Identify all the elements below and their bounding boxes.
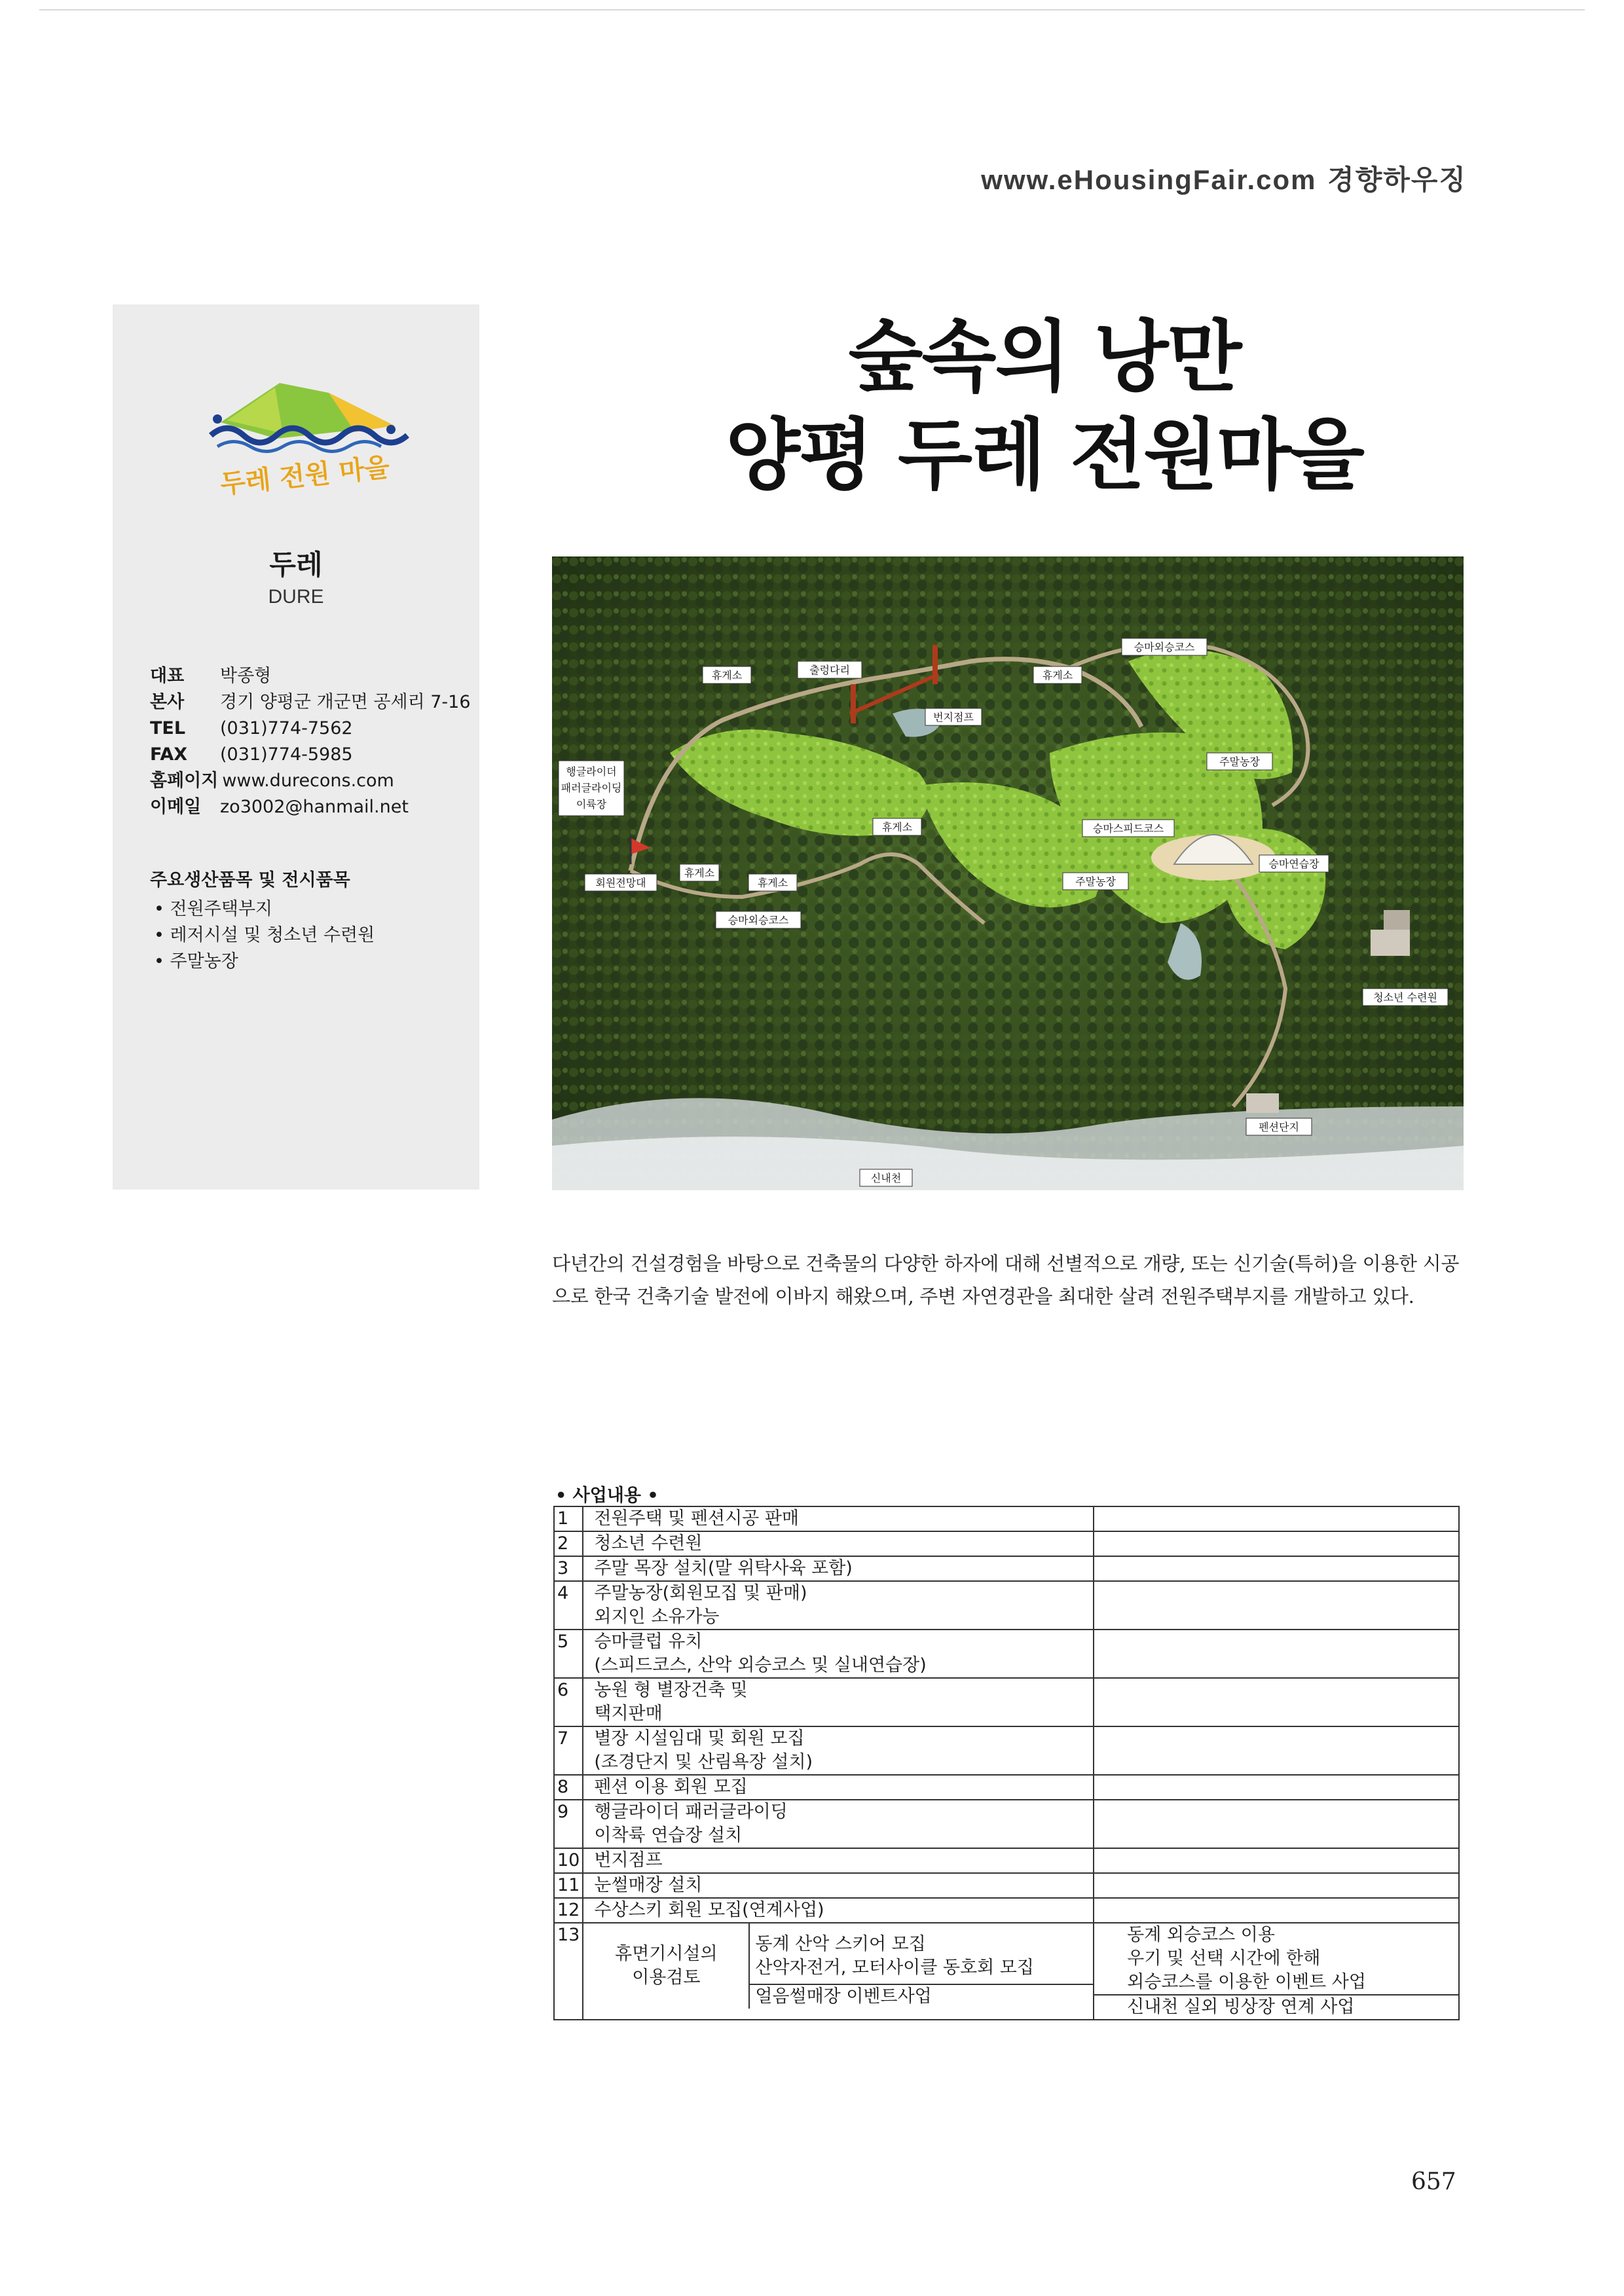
row-number: 1 [554, 1506, 583, 1531]
title-line-1: 숲속의 낭만 [848, 312, 1241, 402]
svg-text:주말농장: 주말농장 [1075, 875, 1116, 888]
info-row-ceo [150, 663, 471, 689]
row-text: 번지점프 [583, 1848, 1094, 1873]
map-label [703, 666, 751, 683]
row-empty [1094, 1898, 1459, 1923]
map-label [1259, 855, 1329, 872]
info-label: TEL [150, 718, 186, 738]
info-row-homepage [150, 768, 471, 794]
map-label [1122, 638, 1207, 655]
row-text: 청소년 수련원 [583, 1531, 1094, 1556]
map-label [925, 708, 982, 725]
map-label [798, 661, 862, 678]
row13-label: 휴면기시설의 이용검토 [583, 1923, 749, 2009]
svg-text:신내천: 신내천 [870, 1172, 902, 1184]
email-link[interactable]: zo3002@hanmail.net [220, 797, 409, 817]
svg-text:휴게소: 휴게소 [881, 821, 913, 833]
svg-text:출렁다리: 출렁다리 [809, 664, 850, 676]
map-label [860, 1169, 912, 1186]
info-row-fax [150, 742, 471, 768]
row-empty [1094, 1873, 1459, 1898]
table-row [554, 1873, 1459, 1898]
row-text: 펜션 이용 회원 모집 [583, 1775, 1094, 1800]
row-text: 눈썰매장 설치 [583, 1873, 1094, 1898]
village-map [552, 556, 1464, 1190]
table-row [554, 1775, 1459, 1800]
row-text: 행글라이더 패러글라이딩 이착륙 연습장 설치 [583, 1800, 1094, 1848]
table-row [554, 1630, 1459, 1678]
table-row [554, 1506, 1459, 1531]
svg-text:휴게소: 휴게소 [1042, 669, 1073, 682]
info-value: 경기 양평군 개군면 공세리 7-16 [220, 692, 471, 712]
table-row [554, 1531, 1459, 1556]
info-label: 대표 [150, 666, 185, 686]
row-number: 12 [554, 1898, 583, 1923]
top-rule [39, 9, 1585, 10]
svg-text:승마스피드코스: 승마스피드코스 [1092, 822, 1164, 835]
table-row [554, 1800, 1459, 1848]
map-label [716, 911, 801, 928]
row-text: 수상스키 회원 모집(연계사업) [583, 1898, 1094, 1923]
business-table [553, 1506, 1460, 2020]
svg-text:패러글라이딩: 패러글라이딩 [561, 782, 622, 794]
svg-text:휴게소: 휴게소 [684, 867, 715, 879]
product-item: • 레저시설 및 청소년 수련원 [154, 925, 375, 945]
row-empty [1094, 1556, 1459, 1581]
row-empty [1094, 1581, 1459, 1630]
map-label [1063, 873, 1128, 890]
info-row-tel [150, 716, 471, 742]
company-info [150, 663, 471, 820]
title-line-2: 양평 두레 전원마을 [725, 410, 1364, 500]
publisher-name: 경향하우징 [1327, 164, 1467, 196]
map-label [1246, 1118, 1312, 1135]
table-row [554, 1581, 1459, 1630]
article-title [629, 308, 1460, 504]
svg-text:이륙장: 이륙장 [576, 798, 607, 811]
map-illustration [552, 556, 1464, 1190]
table-row [554, 1726, 1459, 1775]
info-label: 본사 [150, 692, 185, 712]
info-value: 박종형 [220, 666, 272, 686]
row-number: 8 [554, 1775, 583, 1800]
products-heading: 주요생산품목 및 전시품목 [150, 870, 350, 890]
product-item: • 전원주택부지 [154, 899, 273, 919]
company-name-en: DURE [268, 586, 324, 608]
business-heading: • 사업내용 • [555, 1485, 659, 1506]
svg-text:주말농장: 주말농장 [1219, 756, 1260, 768]
row-number: 11 [554, 1873, 583, 1898]
map-label [873, 818, 921, 835]
svg-text:승마연습장: 승마연습장 [1268, 858, 1320, 870]
map-label [1363, 989, 1448, 1006]
row-empty [1094, 1848, 1459, 1873]
row-text: 주말농장(회원모집 및 판매) 외지인 소유가능 [583, 1581, 1094, 1630]
dure-logo [198, 373, 414, 504]
info-row-email [150, 794, 471, 820]
company-name-ko: 두레 [269, 549, 323, 581]
row13-a2: 얼음썰매장 이벤트사업 [755, 1986, 932, 2007]
map-label [1033, 666, 1082, 683]
row-number: 13 [554, 1923, 583, 2020]
row-empty [1094, 1775, 1459, 1800]
row-text: 전원주택 및 펜션시공 판매 [583, 1506, 1094, 1531]
row-number: 6 [554, 1678, 583, 1726]
row-text: 주말 목장 설치(말 위탁사육 포함) [583, 1556, 1094, 1581]
row-empty [1094, 1630, 1459, 1678]
row-number: 2 [554, 1531, 583, 1556]
row-text: 농원 형 별장건축 및 택지판매 [583, 1678, 1094, 1726]
row-text: 승마클럽 유치 (스피드코스, 산악 외승코스 및 실내연습장) [583, 1630, 1094, 1678]
table-row [554, 1556, 1459, 1581]
table-row [554, 1898, 1459, 1923]
table-row [554, 1678, 1459, 1726]
svg-text:번지점프: 번지점프 [933, 711, 974, 723]
row-empty [1094, 1678, 1459, 1726]
logo-text: 두레 전원 마을 [219, 452, 392, 500]
map-label [680, 864, 719, 881]
map-label [748, 874, 797, 891]
row-number: 5 [554, 1630, 583, 1678]
row-empty [1094, 1726, 1459, 1775]
row13-content [583, 1923, 1094, 2020]
info-row-address [150, 689, 471, 716]
svg-text:행글라이더: 행글라이더 [566, 765, 617, 778]
table-row [554, 1848, 1459, 1873]
svg-text:승마외승코스: 승마외승코스 [1134, 641, 1195, 653]
row-number: 3 [554, 1556, 583, 1581]
row-empty [1094, 1531, 1459, 1556]
product-item: • 주말농장 [154, 951, 238, 972]
page-header [930, 158, 1467, 198]
row-number: 7 [554, 1726, 583, 1775]
svg-text:승마외승코스: 승마외승코스 [728, 914, 789, 926]
row-empty [1094, 1506, 1459, 1531]
row-number: 9 [554, 1800, 583, 1848]
row13-b1: 동계 외승코스 이용 우기 및 선택 시간에 한해 외승코스를 이용한 이벤트 사업 [1094, 1923, 1459, 1995]
info-value: (031)774-5985 [220, 744, 353, 765]
map-label [1207, 753, 1272, 770]
row-empty [1094, 1800, 1459, 1848]
info-value: (031)774-7562 [220, 718, 353, 738]
svg-text:회원전망대: 회원전망대 [595, 877, 646, 889]
row-number: 10 [554, 1848, 583, 1873]
info-label: FAX [150, 744, 188, 765]
site-url[interactable]: www.eHousingFair.com [981, 164, 1317, 195]
svg-text:청소년 수련원: 청소년 수련원 [1373, 991, 1437, 1004]
article-body: 다년간의 건설경험을 바탕으로 건축물의 다양한 하자에 대해 선별적으로 개량, 또는 신기술(특허)을 이용한 시공으로 한국 건축기술 발전에 이바지 해왔으며, 주변 자연경관을 최대한 살려 전원주택부지를 개발하고 있다. [552, 1252, 1460, 1307]
products-section [150, 867, 471, 975]
row-text: 별장 시설임대 및 회원 모집 (조경단지 및 산림욕장 설치) [583, 1726, 1094, 1775]
company-sidebar [113, 304, 479, 1190]
map-label [1082, 820, 1174, 837]
svg-text:펜션단지: 펜션단지 [1259, 1121, 1299, 1133]
svg-text:휴게소: 휴게소 [757, 877, 788, 889]
map-label [559, 761, 624, 816]
homepage-link[interactable]: www.durecons.com [222, 771, 394, 791]
info-label: 이메일 [150, 797, 202, 817]
row-number: 4 [554, 1581, 583, 1630]
row13-a1: 동계 산악 스키어 모집 산악자전거, 모터사이클 동호회 모집 [749, 1923, 1093, 1984]
page-number: 657 [1411, 2168, 1456, 2195]
map-label [585, 874, 657, 891]
svg-text:휴게소: 휴게소 [711, 669, 743, 682]
info-label: 홈페이지 [150, 771, 219, 791]
row13-b2: 신내천 실외 빙상장 연계 사업 [1094, 1995, 1459, 2020]
table-row [554, 1923, 1459, 1995]
